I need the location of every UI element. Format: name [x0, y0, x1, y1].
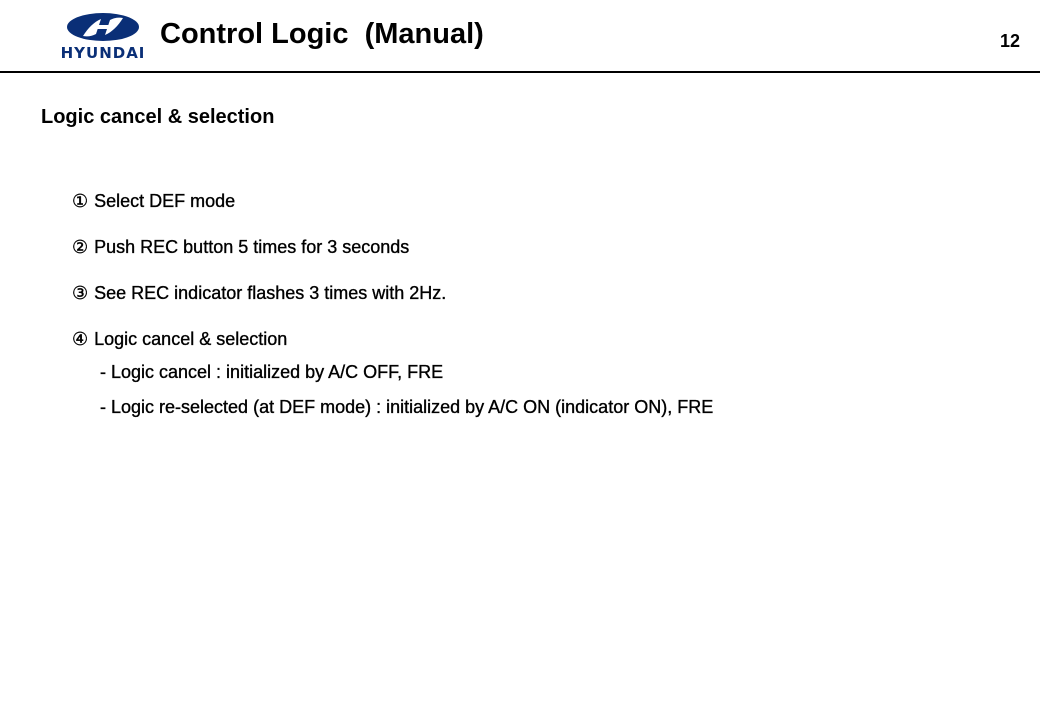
hyundai-logo [52, 12, 154, 64]
step-number: ① [72, 191, 89, 211]
step-item [72, 236, 409, 258]
step-item [72, 328, 287, 350]
section-heading: Logic cancel & selection [41, 106, 275, 128]
step-number: ④ [72, 329, 89, 349]
step-number: ② [72, 237, 89, 257]
step-number: ③ [72, 283, 89, 303]
sub-item: - Logic cancel : initialized by A/C OFF, FRE [100, 362, 444, 382]
header-divider [0, 71, 1040, 73]
page-title: Control Logic (Manual) [160, 18, 484, 50]
step-item [72, 282, 446, 304]
brand-wordmark: HYUNDAI [60, 44, 146, 62]
step-text: See REC indicator flashes 3 times with 2Hz. [94, 283, 447, 303]
sub-item: - Logic re-selected (at DEF mode) : initialized by A/C ON (indicator ON), FRE [100, 397, 714, 417]
step-text: Logic cancel & selection [94, 329, 288, 349]
hyundai-emblem-icon [52, 12, 154, 46]
page-number: 12 [999, 31, 1020, 51]
step-text: Select DEF mode [94, 191, 236, 211]
step-item [72, 190, 235, 212]
step-text: Push REC button 5 times for 3 seconds [94, 237, 410, 257]
